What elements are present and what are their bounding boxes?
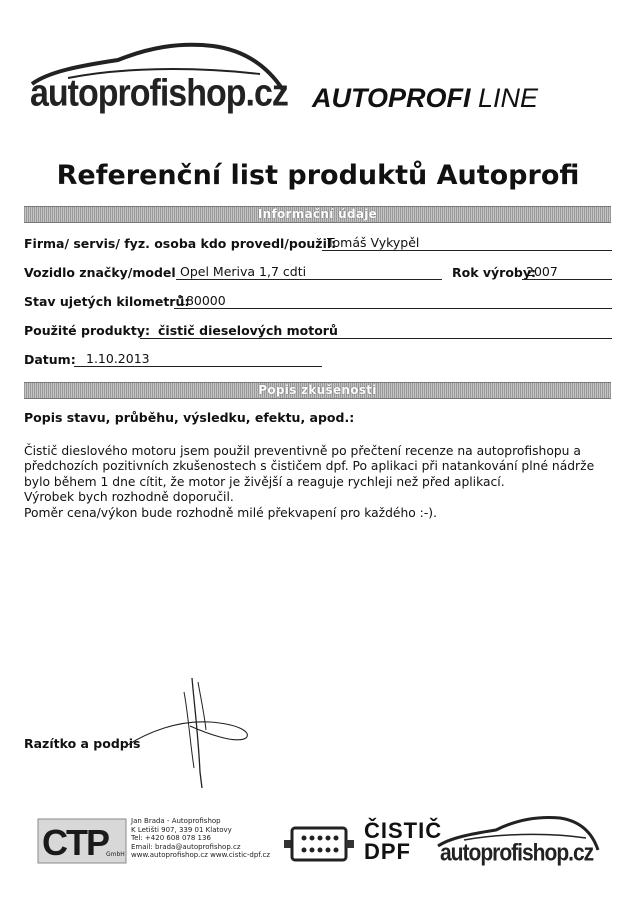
km-underline: [174, 308, 612, 309]
handwritten-signature-icon: [118, 672, 258, 792]
experience-line: Poměr cena/výkon bude rozhodně milé překvapení pro každého :-).: [24, 505, 437, 520]
footer-contact-info: [131, 817, 270, 860]
experience-heading: Popis stavu, průběhu, výsledku, efektu, apod.:: [24, 410, 355, 425]
signature-label: Razítko a podpis: [24, 736, 141, 751]
header-logo-text: autoprofishop.cz: [30, 72, 288, 115]
footer-info-line: Tel: +420 608 078 136: [131, 834, 211, 843]
firma-value: Tomáš Vykypěl: [327, 235, 420, 250]
page-title: Referenční list produktů Autoprofi: [56, 160, 580, 191]
vozidlo-value: Opel Meriva 1,7 cdti: [180, 264, 307, 279]
section-title-info: Informační údaje: [257, 207, 378, 221]
cistic-line1: ČISTIČ: [364, 818, 443, 843]
footer-info-line: Email: brada@autoprofishop.cz: [131, 842, 241, 851]
experience-line: předchozích pozitivních zkušenostech s čističem dpf. Po aplikaci při natankování plné nádrže: [24, 459, 595, 474]
experience-text: [24, 444, 604, 521]
experience-line: Čistič dieslového motoru jsem použil preventivně po přečtení recenze na autoprofishopu a: [24, 444, 581, 458]
cistic-line2: DPF: [364, 839, 411, 864]
vozidlo-underline: [176, 279, 442, 280]
brand-bold: AUTOPROFI: [312, 83, 471, 113]
experience-line: Výrobek bych rozhodně doporučil.: [24, 490, 234, 505]
datum-label: Datum:: [24, 352, 76, 367]
dpf-filter-icon: [282, 822, 356, 866]
footer-info-line: K Letišti 907, 339 01 Klatovy: [131, 825, 232, 834]
brand-light: LINE: [478, 83, 539, 113]
footer-logo-text: autoprofishop.cz: [440, 840, 594, 867]
produkty-label: Použité produkty:: [24, 323, 150, 338]
km-label: Stav ujetých kilometrů:: [24, 294, 190, 309]
rok-label: Rok výroby:: [452, 265, 537, 280]
header-brand-line: [312, 83, 538, 114]
vozidlo-label: Vozidlo značky/model: [24, 265, 176, 280]
svg-text:CTP: CTP: [42, 822, 108, 863]
km-value: 180000: [178, 293, 226, 308]
section-title-experience: Popis zkušenosti: [258, 383, 377, 397]
datum-underline: [74, 366, 322, 367]
firma-label: Firma/ servis/ fyz. osoba kdo provedl/použil:: [24, 236, 337, 251]
rok-value: 2007: [526, 264, 558, 279]
section-bar-experience: [24, 382, 611, 399]
footer-info-line: www.autoprofishop.cz www.cistic-dpf.cz: [131, 851, 271, 860]
firma-underline: [322, 250, 612, 251]
cistic-dpf-text: [364, 820, 442, 862]
footer-info-line: Jan Brada - Autoprofishop: [131, 817, 221, 825]
section-bar-info: [24, 206, 611, 223]
produkty-value: čistič dieselových motorů: [158, 323, 338, 338]
datum-value: 1.10.2013: [86, 351, 150, 366]
experience-line: bylo během 1 dne cítit, že motor je živější a reaguje rychleji než před aplikací.: [24, 474, 505, 489]
produkty-underline: [140, 338, 612, 339]
ctp-sub: GmbH: [106, 851, 125, 858]
rok-underline: [522, 279, 612, 280]
